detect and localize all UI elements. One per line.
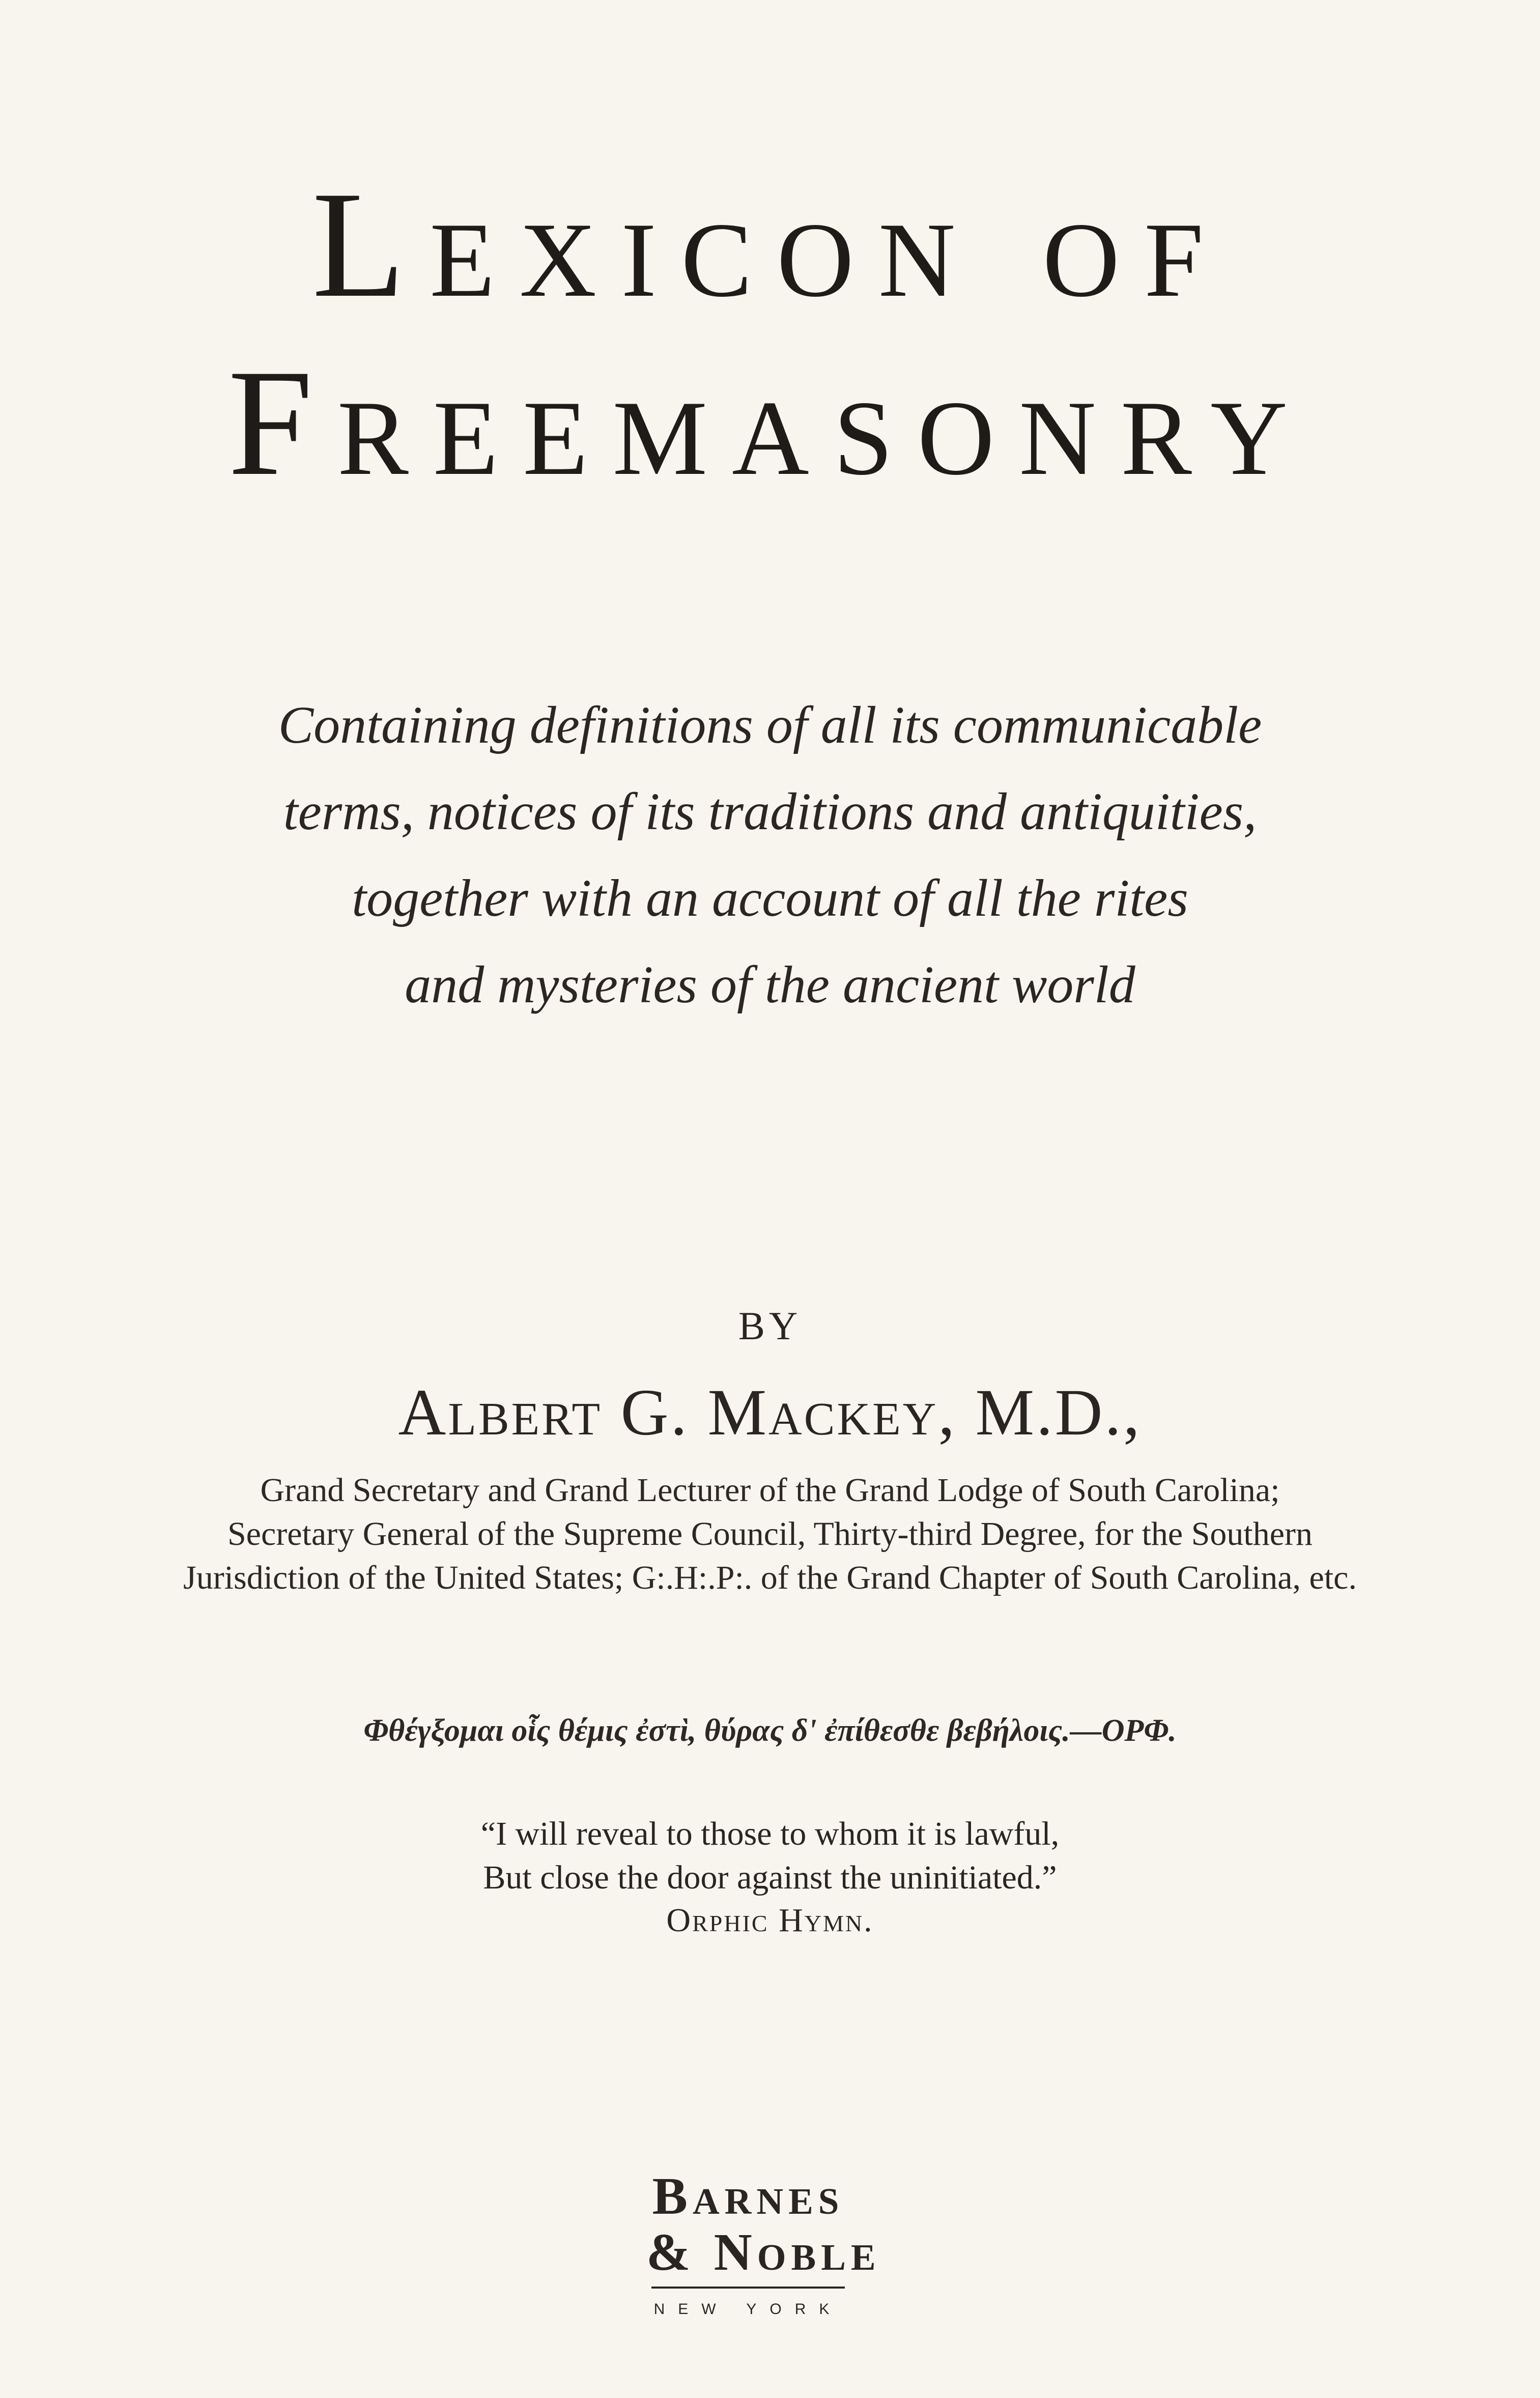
publisher-name-line-1: Barnes <box>652 2167 844 2225</box>
publisher-divider <box>651 2287 845 2289</box>
quote-attribution: Orphic Hymn. <box>666 1902 874 1939</box>
credentials-line: Secretary General of the Supreme Council, Thirty-third Degree, for the Southern <box>227 1515 1313 1553</box>
subtitle-line: and mysteries of the ancient world <box>405 955 1135 1014</box>
credentials-line: Jurisdiction of the United States; G:.H:.P:. of the Grand Chapter of South Carolina, etc. <box>183 1559 1357 1596</box>
subtitle-line: terms, notices of its traditions and antiquities, <box>283 782 1257 841</box>
greek-epigraph: Φθέγξομαι οἷς θέμις ἐστὶ, θύρας δ' ἐπίθεσθε βεβήλοις.—ΟΡΦ. <box>363 1713 1177 1748</box>
subtitle-line: Containing definitions of all its communicable <box>278 696 1262 754</box>
book-title-line-2: Freemasonry <box>227 338 1313 507</box>
credentials-line: Grand Secretary and Grand Lecturer of the Grand Lodge of South Carolina; <box>260 1472 1280 1509</box>
quote-line: But close the door against the uninitiated.” <box>483 1859 1057 1896</box>
subtitle-line: together with an account of all the rites <box>352 869 1188 927</box>
publisher-city: NEW YORK <box>653 2301 843 2318</box>
quote-line: “I will reveal to those to whom it is lawful, <box>480 1815 1060 1852</box>
publisher-name-line-2: & Noble <box>646 2223 881 2281</box>
author-name: Albert G. Mackey, M.D., <box>398 1376 1142 1449</box>
book-title-line-1: Lexicon of <box>312 160 1228 329</box>
subtitle <box>0 682 1540 1028</box>
by-line: BY <box>738 1304 802 1348</box>
epigraph-translation <box>0 1812 1540 1900</box>
publisher-logo <box>646 2167 881 2318</box>
author-credentials <box>0 1469 1540 1600</box>
